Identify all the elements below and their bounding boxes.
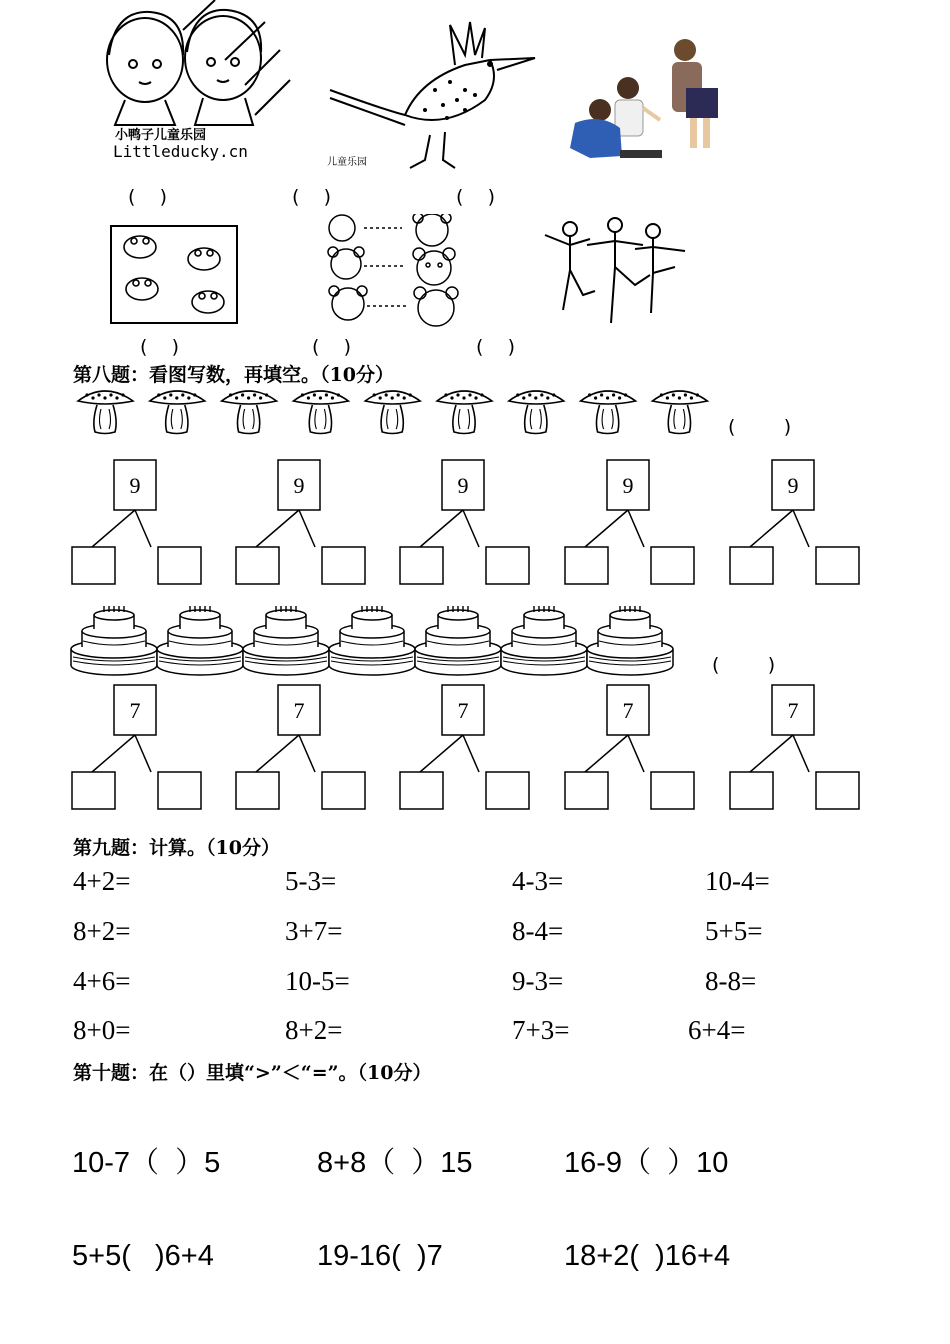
mushroom-icon (652, 391, 707, 434)
number-tree (236, 685, 365, 809)
cake-number-trees (0, 680, 950, 815)
number-tree (72, 685, 201, 809)
tree-top-number: 9 (293, 473, 305, 498)
number-tree (730, 685, 859, 809)
cake-icon (329, 606, 415, 675)
mushroom-icon (78, 391, 133, 434)
calc-item: 9-3= (512, 966, 564, 996)
calc-item: 8+2= (285, 1015, 343, 1045)
calc-item: 6+4= (688, 1015, 746, 1045)
tree-top-number: 7 (457, 698, 469, 723)
answer-box-right[interactable] (158, 772, 201, 809)
calc-item: 5+5= (705, 916, 763, 946)
answer-box-left[interactable] (236, 547, 279, 584)
tree-top-number: 7 (293, 698, 305, 723)
answer-box-right[interactable] (816, 547, 859, 584)
calc-item: 10-5= (285, 966, 350, 996)
bird-picture (325, 20, 540, 170)
calc-item: 10-4= (705, 866, 770, 896)
answer-box-right[interactable] (816, 772, 859, 809)
answer-paren[interactable]: ( ) (476, 336, 515, 358)
number-tree (72, 460, 201, 584)
answer-box-right[interactable] (322, 547, 365, 584)
answer-box-left[interactable] (400, 547, 443, 584)
calc-item: 8+2= (73, 916, 131, 946)
answer-box-right[interactable] (486, 547, 529, 584)
calc-item: 5-3= (285, 866, 337, 896)
compare-item: 10-7（ ）5 (72, 1147, 221, 1179)
watermark-text: 小鸭子儿童乐园 (115, 128, 207, 143)
calc-item: 8+0= (73, 1015, 131, 1045)
answer-box-left[interactable] (730, 547, 773, 584)
cake-count-paren[interactable]: ( ) (712, 654, 776, 676)
answer-box-left[interactable] (236, 772, 279, 809)
cake-icon (501, 606, 587, 675)
compare-item: 5+5( )6+4 (72, 1240, 214, 1272)
cake-icon (415, 606, 501, 675)
number-tree (565, 460, 694, 584)
cake-icon (243, 606, 329, 675)
mushroom-icon (222, 391, 277, 434)
answer-box-left[interactable] (730, 772, 773, 809)
answer-paren[interactable]: ( ) (140, 336, 179, 358)
tree-top-number: 9 (129, 473, 141, 498)
calc-item: 3+7= (285, 916, 343, 946)
two-girls-picture (95, 0, 295, 170)
family-picture (560, 38, 725, 168)
mushroom-icon (581, 391, 636, 434)
answer-box-left[interactable] (72, 772, 115, 809)
cake-icon (157, 606, 243, 675)
calc-item: 8-4= (512, 916, 564, 946)
frogs-box-picture (110, 225, 238, 324)
calc-item: 8-8= (705, 966, 757, 996)
number-tree (730, 460, 859, 584)
answer-box-right[interactable] (486, 772, 529, 809)
cake-icon (71, 606, 157, 675)
answer-box-left[interactable] (72, 547, 115, 584)
tree-top-number: 9 (457, 473, 469, 498)
mushroom-icon (509, 391, 564, 434)
compare-item: 8+8（ ）15 (317, 1147, 473, 1179)
cake-icon (587, 606, 673, 675)
answer-paren[interactable]: ( ) (292, 186, 331, 208)
question-8-heading: 第八题：看图写数，再填空。（10分） (73, 364, 394, 386)
calc-item: 4-3= (512, 866, 564, 896)
question-10-heading: 第十题：在（）里填“>”＜“=”。（10分） (73, 1062, 432, 1084)
number-tree (400, 685, 529, 809)
bird-caption: 儿童乐园 (327, 157, 367, 168)
number-tree (236, 460, 365, 584)
calc-item: 4+6= (73, 966, 131, 996)
tree-top-number: 9 (787, 473, 799, 498)
number-tree (565, 685, 694, 809)
tree-top-number: 7 (129, 698, 141, 723)
calc-item: 4+2= (73, 866, 131, 896)
mushroom-icon (150, 391, 205, 434)
answer-box-right[interactable] (158, 547, 201, 584)
tree-top-number: 7 (622, 698, 634, 723)
cake-row (70, 605, 680, 677)
answer-box-right[interactable] (322, 772, 365, 809)
mushroom-number-trees (0, 455, 950, 590)
mushroom-row (75, 385, 725, 437)
answer-box-left[interactable] (565, 772, 608, 809)
mushroom-icon (365, 391, 420, 434)
answer-box-right[interactable] (651, 772, 694, 809)
answer-box-left[interactable] (400, 772, 443, 809)
tree-top-number: 7 (787, 698, 799, 723)
mushroom-icon (437, 391, 492, 434)
tree-top-number: 9 (622, 473, 634, 498)
mushroom-icon (293, 391, 348, 434)
calc-item: 7+3= (512, 1015, 570, 1045)
compare-item: 16-9（ ）10 (564, 1147, 729, 1179)
watermark-url: Littleducky.cn (113, 142, 248, 161)
answer-paren[interactable]: ( ) (456, 186, 495, 208)
number-tree (400, 460, 529, 584)
bear-drawing-steps-picture (322, 214, 462, 329)
answer-paren[interactable]: ( ) (128, 186, 167, 208)
mushroom-count-paren[interactable]: ( ) (728, 416, 792, 438)
compare-item: 19-16( )7 (317, 1240, 443, 1272)
answer-box-right[interactable] (651, 547, 694, 584)
answer-box-left[interactable] (565, 547, 608, 584)
question-9-heading: 第九题：计算。（10分） (73, 837, 280, 859)
dancers-picture (535, 215, 695, 327)
answer-paren[interactable]: ( ) (312, 336, 351, 358)
compare-item: 18+2( )16+4 (564, 1240, 731, 1272)
